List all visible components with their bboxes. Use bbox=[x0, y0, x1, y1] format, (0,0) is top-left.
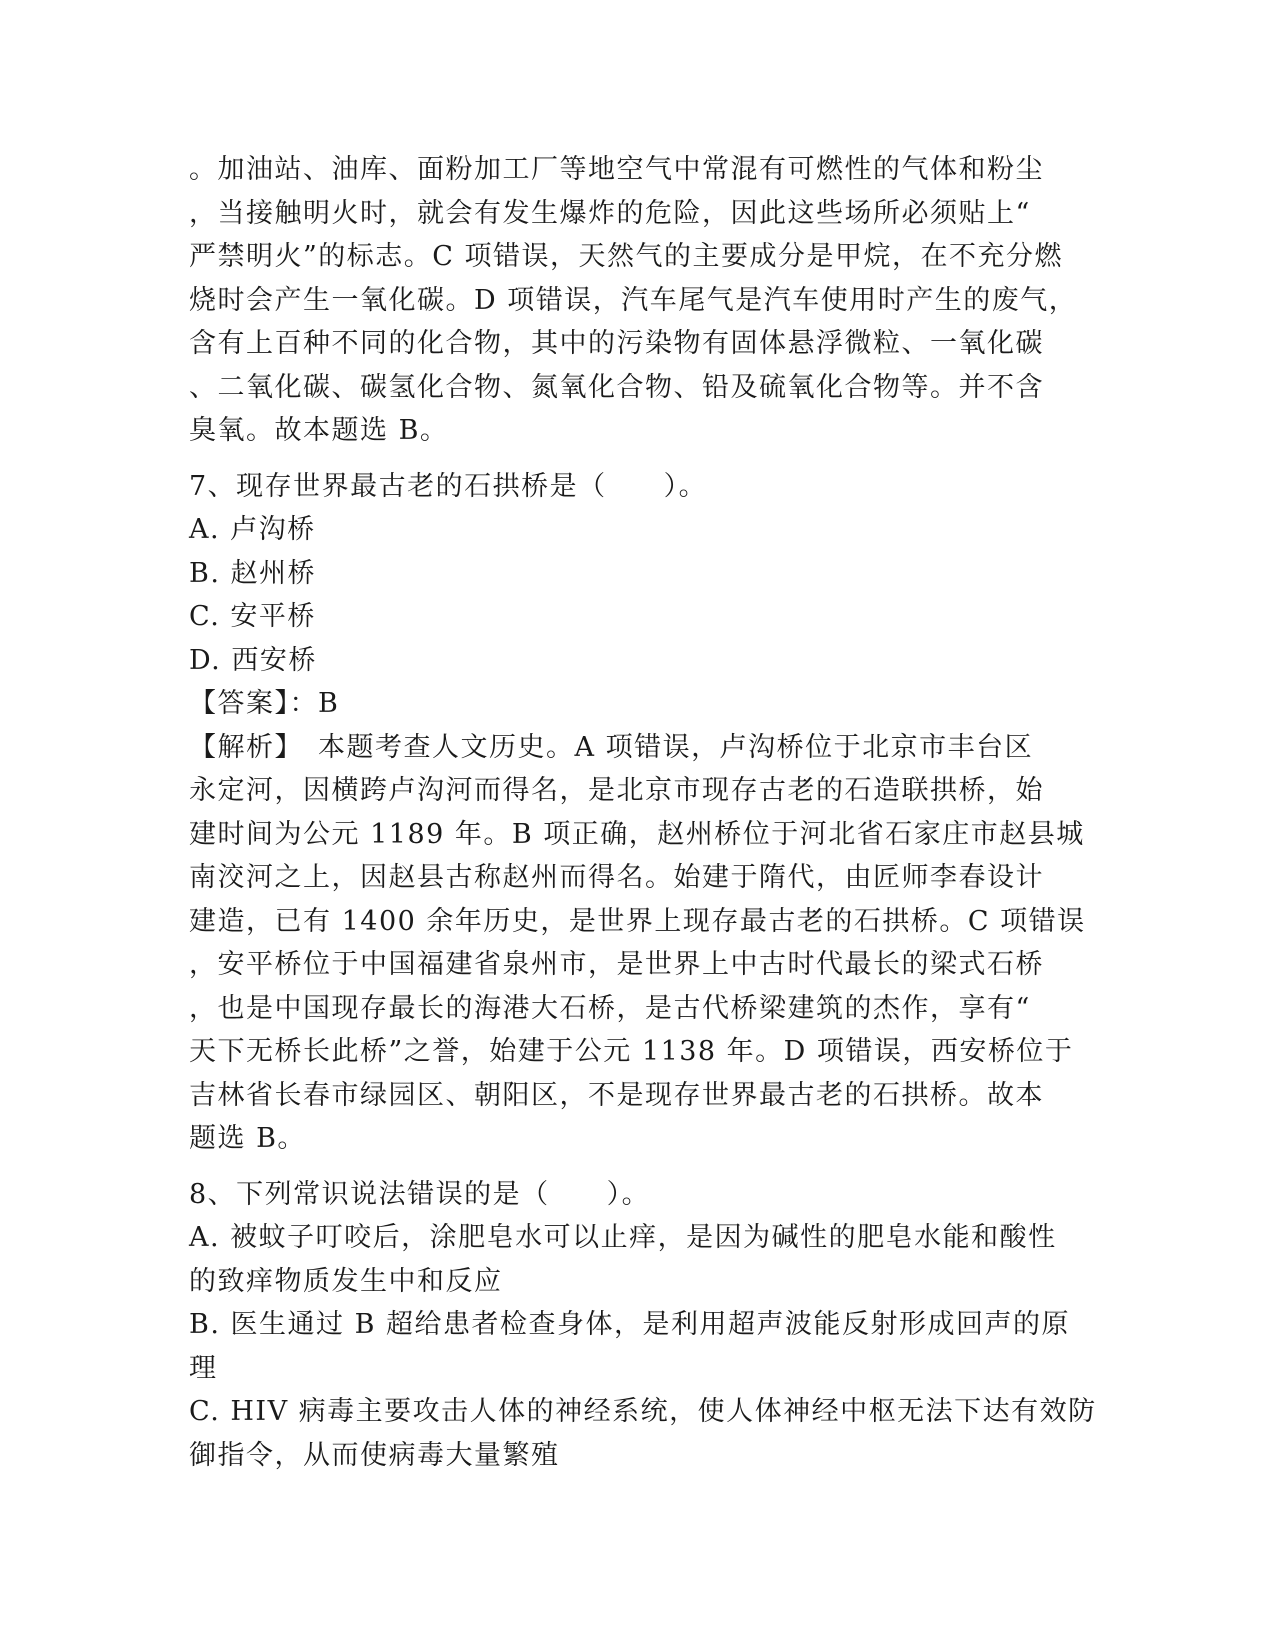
text-line: 、二氧化碳、碳氢化合物、氮氧化合物、铅及硫氧化合物等。并不含 bbox=[189, 371, 1044, 403]
analysis-line: 永定河，因横跨卢沟河而得名，是北京市现存古老的石造联拱桥，始 bbox=[189, 775, 1044, 806]
option-b-continued: 理 bbox=[189, 1352, 218, 1384]
option-a: A. 被蚊子叮咬后，涂肥皂水可以止痒，是因为碱性的肥皂水能和酸性 bbox=[189, 1222, 1057, 1253]
analysis-line: ，安平桥位于中国福建省泉州市，是世界上中古时代最长的梁式石桥 bbox=[189, 949, 1044, 980]
question-7 bbox=[189, 465, 1089, 1161]
analysis bbox=[189, 726, 1089, 1161]
option-a-continued: 的致痒物质发生中和反应 bbox=[189, 1265, 503, 1297]
page-content bbox=[189, 148, 1097, 1477]
option-c: C. 安平桥 bbox=[189, 601, 316, 632]
text-line: 臭氧。故本题选 B。 bbox=[189, 415, 449, 446]
analysis-line: 南洨河之上，因赵县古称赵州而得名。始建于隋代，由匠师李春设计 bbox=[189, 862, 1044, 893]
option-d: D. 西安桥 bbox=[189, 644, 317, 676]
question-stem: 7、现存世界最古老的石拱桥是（ ）。 bbox=[189, 470, 708, 502]
text-line: ，当接触明火时，就会有发生爆炸的危险，因此这些场所必须贴上“ bbox=[189, 197, 1031, 229]
option-b: B. 医生通过 B 超给患者检查身体，是利用超声波能反射形成回声的原 bbox=[189, 1309, 1071, 1340]
text-line: 。加油站、油库、面粉加工厂等地空气中常混有可燃性的气体和粉尘 bbox=[189, 154, 1044, 185]
text-line: 含有上百种不同的化合物，其中的污染物有固体悬浮微粒、一氧化碳 bbox=[189, 328, 1044, 359]
text-line: 严禁明火”的标志。C 项错误，天然气的主要成分是甲烷，在不充分燃 bbox=[189, 241, 1064, 272]
option-c-continued: 御指令，从而使病毒大量繁殖 bbox=[189, 1439, 560, 1471]
question-8 bbox=[189, 1173, 1097, 1478]
text-line: 烧时会产生一氧化碳。D 项错误，汽车尾气是汽车使用时产生的废气， bbox=[189, 284, 1078, 316]
analysis-line: 题选 B。 bbox=[189, 1123, 306, 1154]
analysis-line: 建造，已有 1400 余年历史，是世界上现存最古老的石拱桥。C 项错误 bbox=[189, 905, 1086, 937]
question-stem: 8、下列常识说法错误的是（ ）。 bbox=[189, 1178, 651, 1210]
option-c: C. HIV 病毒主要攻击人体的神经系统，使人体神经中枢无法下达有效防 bbox=[189, 1396, 1097, 1427]
option-b: B. 赵州桥 bbox=[189, 557, 317, 589]
analysis-line: 天下无桥长此桥”之誉，始建于公元 1138 年。D 项错误，西安桥位于 bbox=[189, 1036, 1074, 1067]
explanation-continued bbox=[189, 148, 1089, 453]
analysis-line: ，也是中国现存最长的海港大石桥，是古代桥梁建筑的杰作，享有“ bbox=[189, 992, 1031, 1024]
answer: 【答案】：B bbox=[189, 688, 340, 719]
analysis-line: 吉林省长春市绿园区、朝阳区，不是现存世界最古老的石拱桥。故本 bbox=[189, 1079, 1044, 1111]
analysis-line: 建时间为公元 1189 年。B 项正确，赵州桥位于河北省石家庄市赵县城 bbox=[189, 818, 1085, 850]
analysis-line: 【解析】 本题考查人文历史。A 项错误，卢沟桥位于北京市丰台区 bbox=[189, 731, 1034, 763]
option-a: A. 卢沟桥 bbox=[189, 514, 316, 545]
